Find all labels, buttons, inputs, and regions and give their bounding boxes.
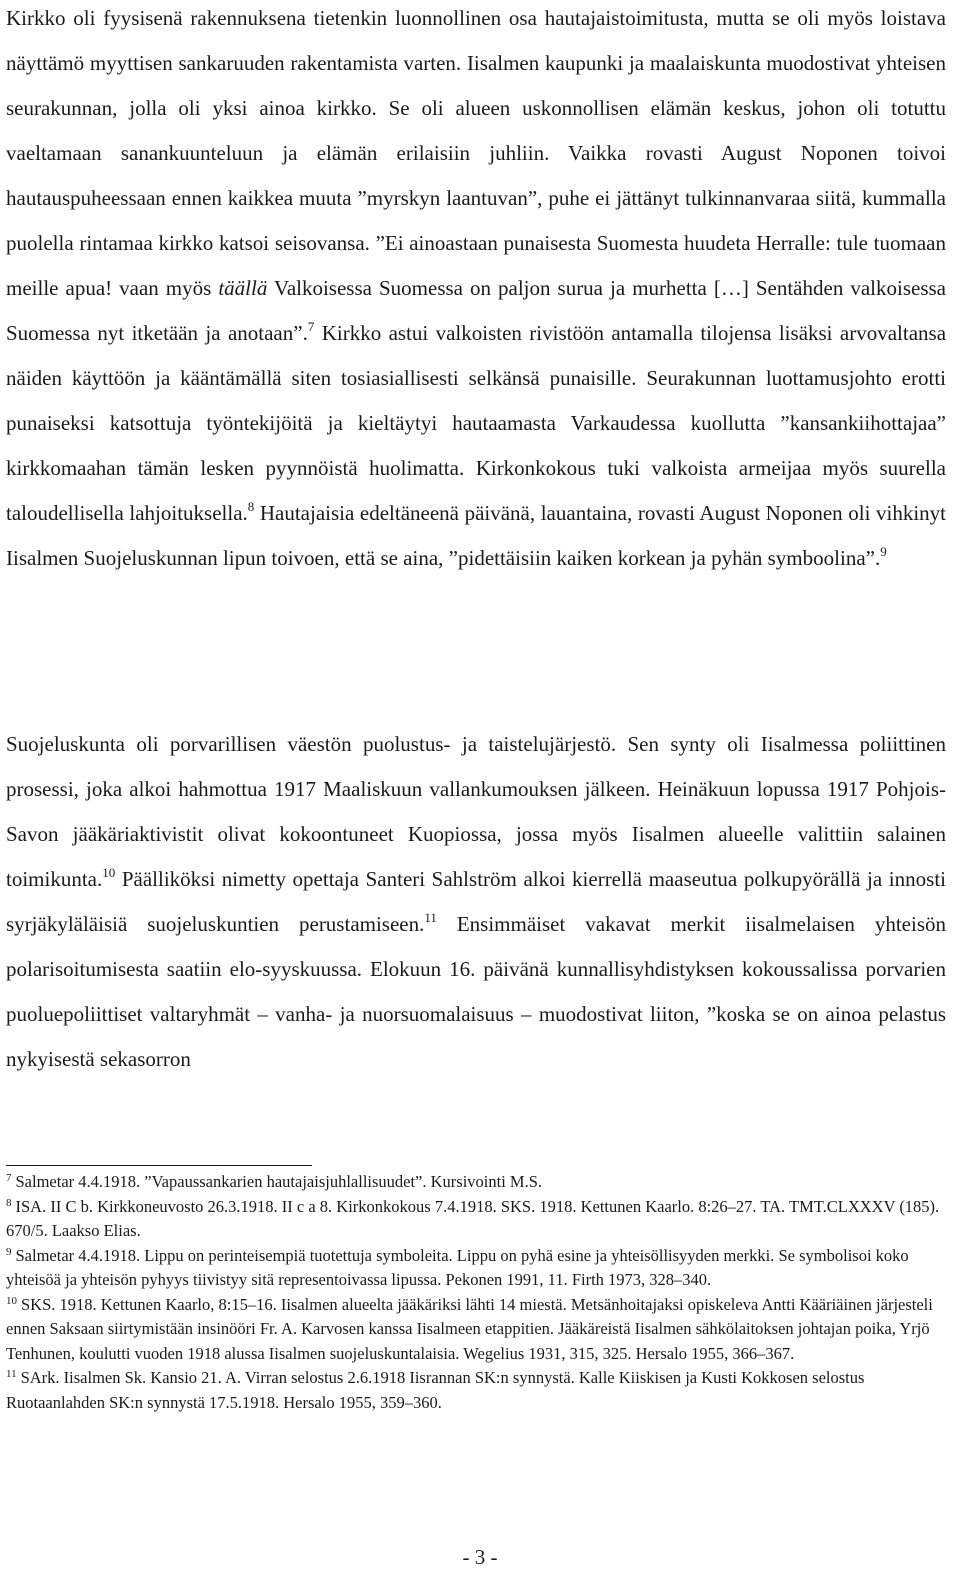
paragraph-text: Päälliköksi nimetty opettaja Santeri Sahlström alkoi kierrellä maaseutua polkupyörällä ja innosti syrjäkyläläisiä suojeluskuntien perustamiseen. [6,867,946,936]
footnote-number: 10 [6,1294,17,1307]
paragraph-text: Valkoisessa Suomessa on paljon surua ja murhetta […] Sentähden valkoisessa Suomessa nyt itketään ja anotaan”. [6,276,946,345]
footnotes [6,1170,946,1415]
paragraph-text: Hautajaisia edeltäneenä päivänä, lauantaina, rovasti August Noponen oli vihkinyt Iisalmen Suojeluskunnan lipun toivoen, että se aina, ”pidettäisiin kaiken korkean ja pyhän symboolina”. [6,501,946,570]
footnote-text: SKS. 1918. Kettunen Kaarlo, 8:15–16. Iisalmen alueelta jääkäriksi lähti 14 miestä. Metsänhoitajaksi opiskeleva Antti Kääriäinen järjesteli ennen Saksaan siirtymistään insinööri Fr. A. Karvosen kanssa Iisalmeen etappitien. Jääkäreistä Iisalmen sähkölaitoksen johtajan poika, Yrjö Tenhunen, koulutti vuoden 1918 alussa Iisalmen suojeluskuntalaisia. Wegelius 1931, 315, 325. Hersalo 1955, 366–367. [6,1294,933,1363]
body-paragraph-1 [6,0,946,581]
footnote-ref-7[interactable]: 7 [307,319,315,334]
paragraph-text: Suojeluskunta oli porvarillisen väestön puolustus- ja taistelujärjestö. Sen synty oli Iisalmessa poliittinen prosessi, joka alkoi hahmottua 1917 Maaliskuun vallankumouksen jälkeen. Heinäkuun lopussa 1917 Pohjois-Savon jääkäriaktivistit olivat kokoontuneet Kuopiossa, jossa myös Iisalmen alueelle valittiin salainen toimikunta. [6,732,946,891]
page-number: - 3 - [462,1545,498,1569]
footnote-text: Salmetar 4.4.1918. Lippu on perinteisempiä tuotettuja symboleita. Lippu on pyhä esine ja yhteisöllisyyden merkki. Se symbolisoi koko yhteisöä ja yhteisön pyhyys tiivistyy sitä representoivassa lipussa. Pekonen 1991, 11. Firth 1973, 328–340. [6,1245,909,1289]
footnote-ref-9[interactable]: 9 [880,544,887,559]
paragraph-text: Ensimmäiset vakavat merkit iisalmelaisen yhteisön polarisoitumisesta saatiin elo-syyskuussa. Elokuun 16. päivänä kunnallisyhdistyksen kokoussalissa porvarien puoluepoliittiset valtaryhmät – vanha- ja nuorsuomalaisuus – muodostivat liiton, ”koska se on ainoa pelastus nykyisestä sekasorron [6,912,946,1071]
footnote-7 [6,1170,946,1195]
footnote-11 [6,1366,946,1415]
footnote-9 [6,1244,946,1293]
footnote-8 [6,1195,946,1244]
footnote-text: SArk. Iisalmen Sk. Kansio 21. A. Virran selostus 2.6.1918 Iisrannan SK:n synnystä. Kalle Kiiskisen ja Kusti Kokkosen selostus Ruotaanlahden SK:n synnystä 17.5.1918. Hersalo 1955, 359–360. [6,1368,865,1412]
paragraph-text: Kirkko oli fyysisenä rakennuksena tietenkin luonnollinen osa hautajaistoimitusta, mutta se oli myös loistava näyttämö myyttisen sankaruuden rakentamista varten. Iisalmen kaupunki ja maalaiskunta muodostivat yhteisen seurakunnan, jolla oli yksi ainoa kirkko. Se oli alueen uskonnollisen elämän keskus, johon oli totuttu vaeltamaan sanankuunteluun ja elämän erilaisiin juhliin. Vaikka rovasti August Noponen toivoi hautauspuheessaan ennen kaikkea muuta ”myrskyn laantuvan”, puhe ei jättänyt tulkinnanvaraa siitä, kummalla puolella rintamaa kirkko katsoi seisovansa. ”Ei ainoastaan punaisesta Suomesta huudeta Herralle: tule tuomaan meille apua! vaan myös [6,6,946,300]
footnote-ref-10[interactable]: 10 [102,865,116,880]
body-paragraph-2 [6,722,946,1082]
footnote-separator [6,1165,312,1166]
emphasized-word: täällä [218,276,268,300]
footnote-text: Salmetar 4.4.1918. ”Vapaussankarien hautajaisjuhlallisuudet”. Kursivointi M.S. [15,1172,543,1191]
footnote-10 [6,1293,946,1367]
footnote-number: 9 [6,1245,12,1258]
paragraph-text: Kirkko astui valkoisten rivistöön antamalla tilojensa lisäksi arvovaltansa näiden käyttöön ja kääntämällä siten tosiasiallisesti selkänsä punaisille. Seurakunnan luottamusjohto erotti punaiseksi katsottuja työntekijöitä ja kieltäytyi hautaamasta Varkaudessa kuollutta ”kansankiihottajaa” kirkkomaahan tämän lesken pyynnöistä huolimatta. Kirkonkokous tuki valkoista armeijaa myös suurella taloudellisella lahjoituksella. [6,321,947,525]
footnote-number: 8 [6,1196,12,1209]
footnote-text: ISA. II C b. Kirkkoneuvosto 26.3.1918. II c a 8. Kirkonkokous 7.4.1918. SKS. 1918. Kettunen Kaarlo. 8:26–27. TA. TMT.CLXXXV (185). 670/5. Laakso Elias. [6,1196,940,1240]
footnote-number: 11 [6,1368,17,1380]
footnote-ref-8[interactable]: 8 [247,499,255,514]
footnote-number: 7 [6,1172,12,1184]
footnote-ref-11[interactable]: 11 [424,910,437,925]
